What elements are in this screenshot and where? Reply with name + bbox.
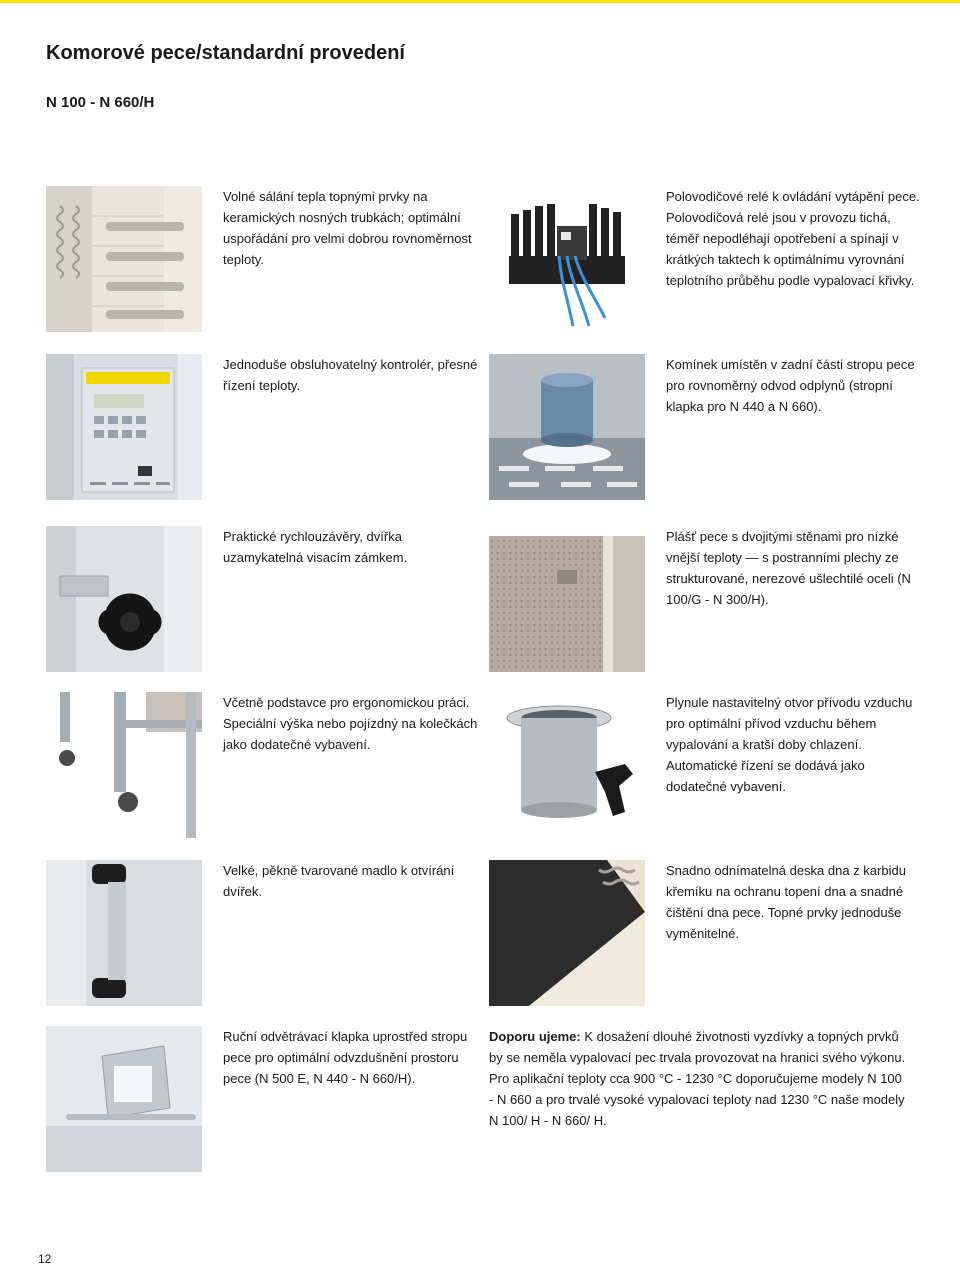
feature-sic-plate <box>489 860 925 1010</box>
feature-text: Jednoduše obsluhovatelný kontrolér, přesné řízení teploty. <box>223 357 478 393</box>
feature-text: Plášť pece s dvojitými stěnami pro nízké vnější teploty — s postranními plechy ze strukturované, nerezové ušlechtilé oceli (N 100/G - N 300/H). <box>666 529 911 607</box>
feature-exhaust-chimney <box>489 354 925 504</box>
feature-double-wall-housing <box>489 526 925 676</box>
page-number: 12 <box>38 1252 52 1266</box>
feature-text: Včetně podstavce pro ergonomickou práci. Speciální výška nebo pojízdný na kolečkách jako dodatečné vybavení. <box>223 695 478 752</box>
accent-rule <box>0 0 960 3</box>
feature-vent-flap <box>46 1026 482 1176</box>
page-title: Komorové pece/standardní provedení <box>46 42 405 64</box>
feature-text: Komínek umístěn v zadní části stropu pece pro rovnoměrný odvod odplynů (stropní klapka pro N 440 a N 660). <box>666 357 915 414</box>
feature-text: Volné sálání tepla topnými prvky na keramických nosných trubkách; optimální uspořádání pro velmi dobrou rovnoměrnost teploty. <box>223 189 472 267</box>
solid-state-relay-photo <box>489 186 645 332</box>
model-range: N 100 - N 660/H <box>46 94 155 111</box>
feature-door-lock <box>46 526 482 676</box>
door-lock-photo <box>46 526 202 672</box>
feature-air-inlet <box>489 692 925 842</box>
feature-heating-elements <box>46 186 482 336</box>
controller-photo <box>46 354 202 500</box>
note-text: K dosažení dlouhé životnosti vyzdívky a topných prvků by se neměla vypalovací pec trvala provozovat na hranici svého výkonu. Pro aplikační teploty cca 900 °C - 1230 °C doporučujeme modely N 100 - N 660 a pro trvalé vysoké vypalovací teploty nad 1230 °C naše modely N 100/ H - N 660/ H. <box>489 1029 906 1128</box>
note-label: Doporu ujeme: <box>489 1029 581 1044</box>
air-inlet-photo <box>489 692 645 838</box>
door-handle-photo <box>46 860 202 1006</box>
feature-text: Praktické rychlouzávěry, dvířka uzamykatelná visacím zámkem. <box>223 529 408 565</box>
feature-door-handle <box>46 860 482 1010</box>
double-wall-housing-photo <box>489 526 645 672</box>
feature-text: Plynule nastavitelný otvor přívodu vzduchu pro optimální přívod vzduchu během vypalování a kratší doby chlazení. Automatické řízení se dodává jako dodatečné vybavení. <box>666 695 913 794</box>
vent-flap-photo <box>46 1026 202 1172</box>
feature-text: Ruční odvětrávací klapka uprostřed stropu pece pro optimální odvzdušnění prostoru pece (N 500 E, N 440 - N 660/H). <box>223 1029 468 1086</box>
exhaust-chimney-photo <box>489 354 645 500</box>
feature-solid-state-relay <box>489 186 925 336</box>
feature-text: Polovodičové relé k ovládání vytápění pece. Polovodičová relé jsou v provozu tichá, téměř nepodléhají opotřebení a spínají v krátkých taktech k optimálnímu vyrovnání teplotního průběhu podle vypalovací křivky. <box>666 189 920 288</box>
heating-elements-photo <box>46 186 202 332</box>
sic-plate-photo <box>489 860 645 1006</box>
stand-casters-photo <box>46 692 202 838</box>
feature-controller <box>46 354 482 504</box>
feature-text: Velké, pěkně tvarované madlo k otvírání dvířek. <box>223 863 455 899</box>
feature-stand-casters <box>46 692 482 842</box>
recommendation-note <box>489 1026 909 1131</box>
feature-text: Snadno odnímatelná deska dna z karbidu křemíku na ochranu topení dna a snadné čištění dna pece. Topné prvky jednoduše vyměnitelné. <box>666 863 906 941</box>
